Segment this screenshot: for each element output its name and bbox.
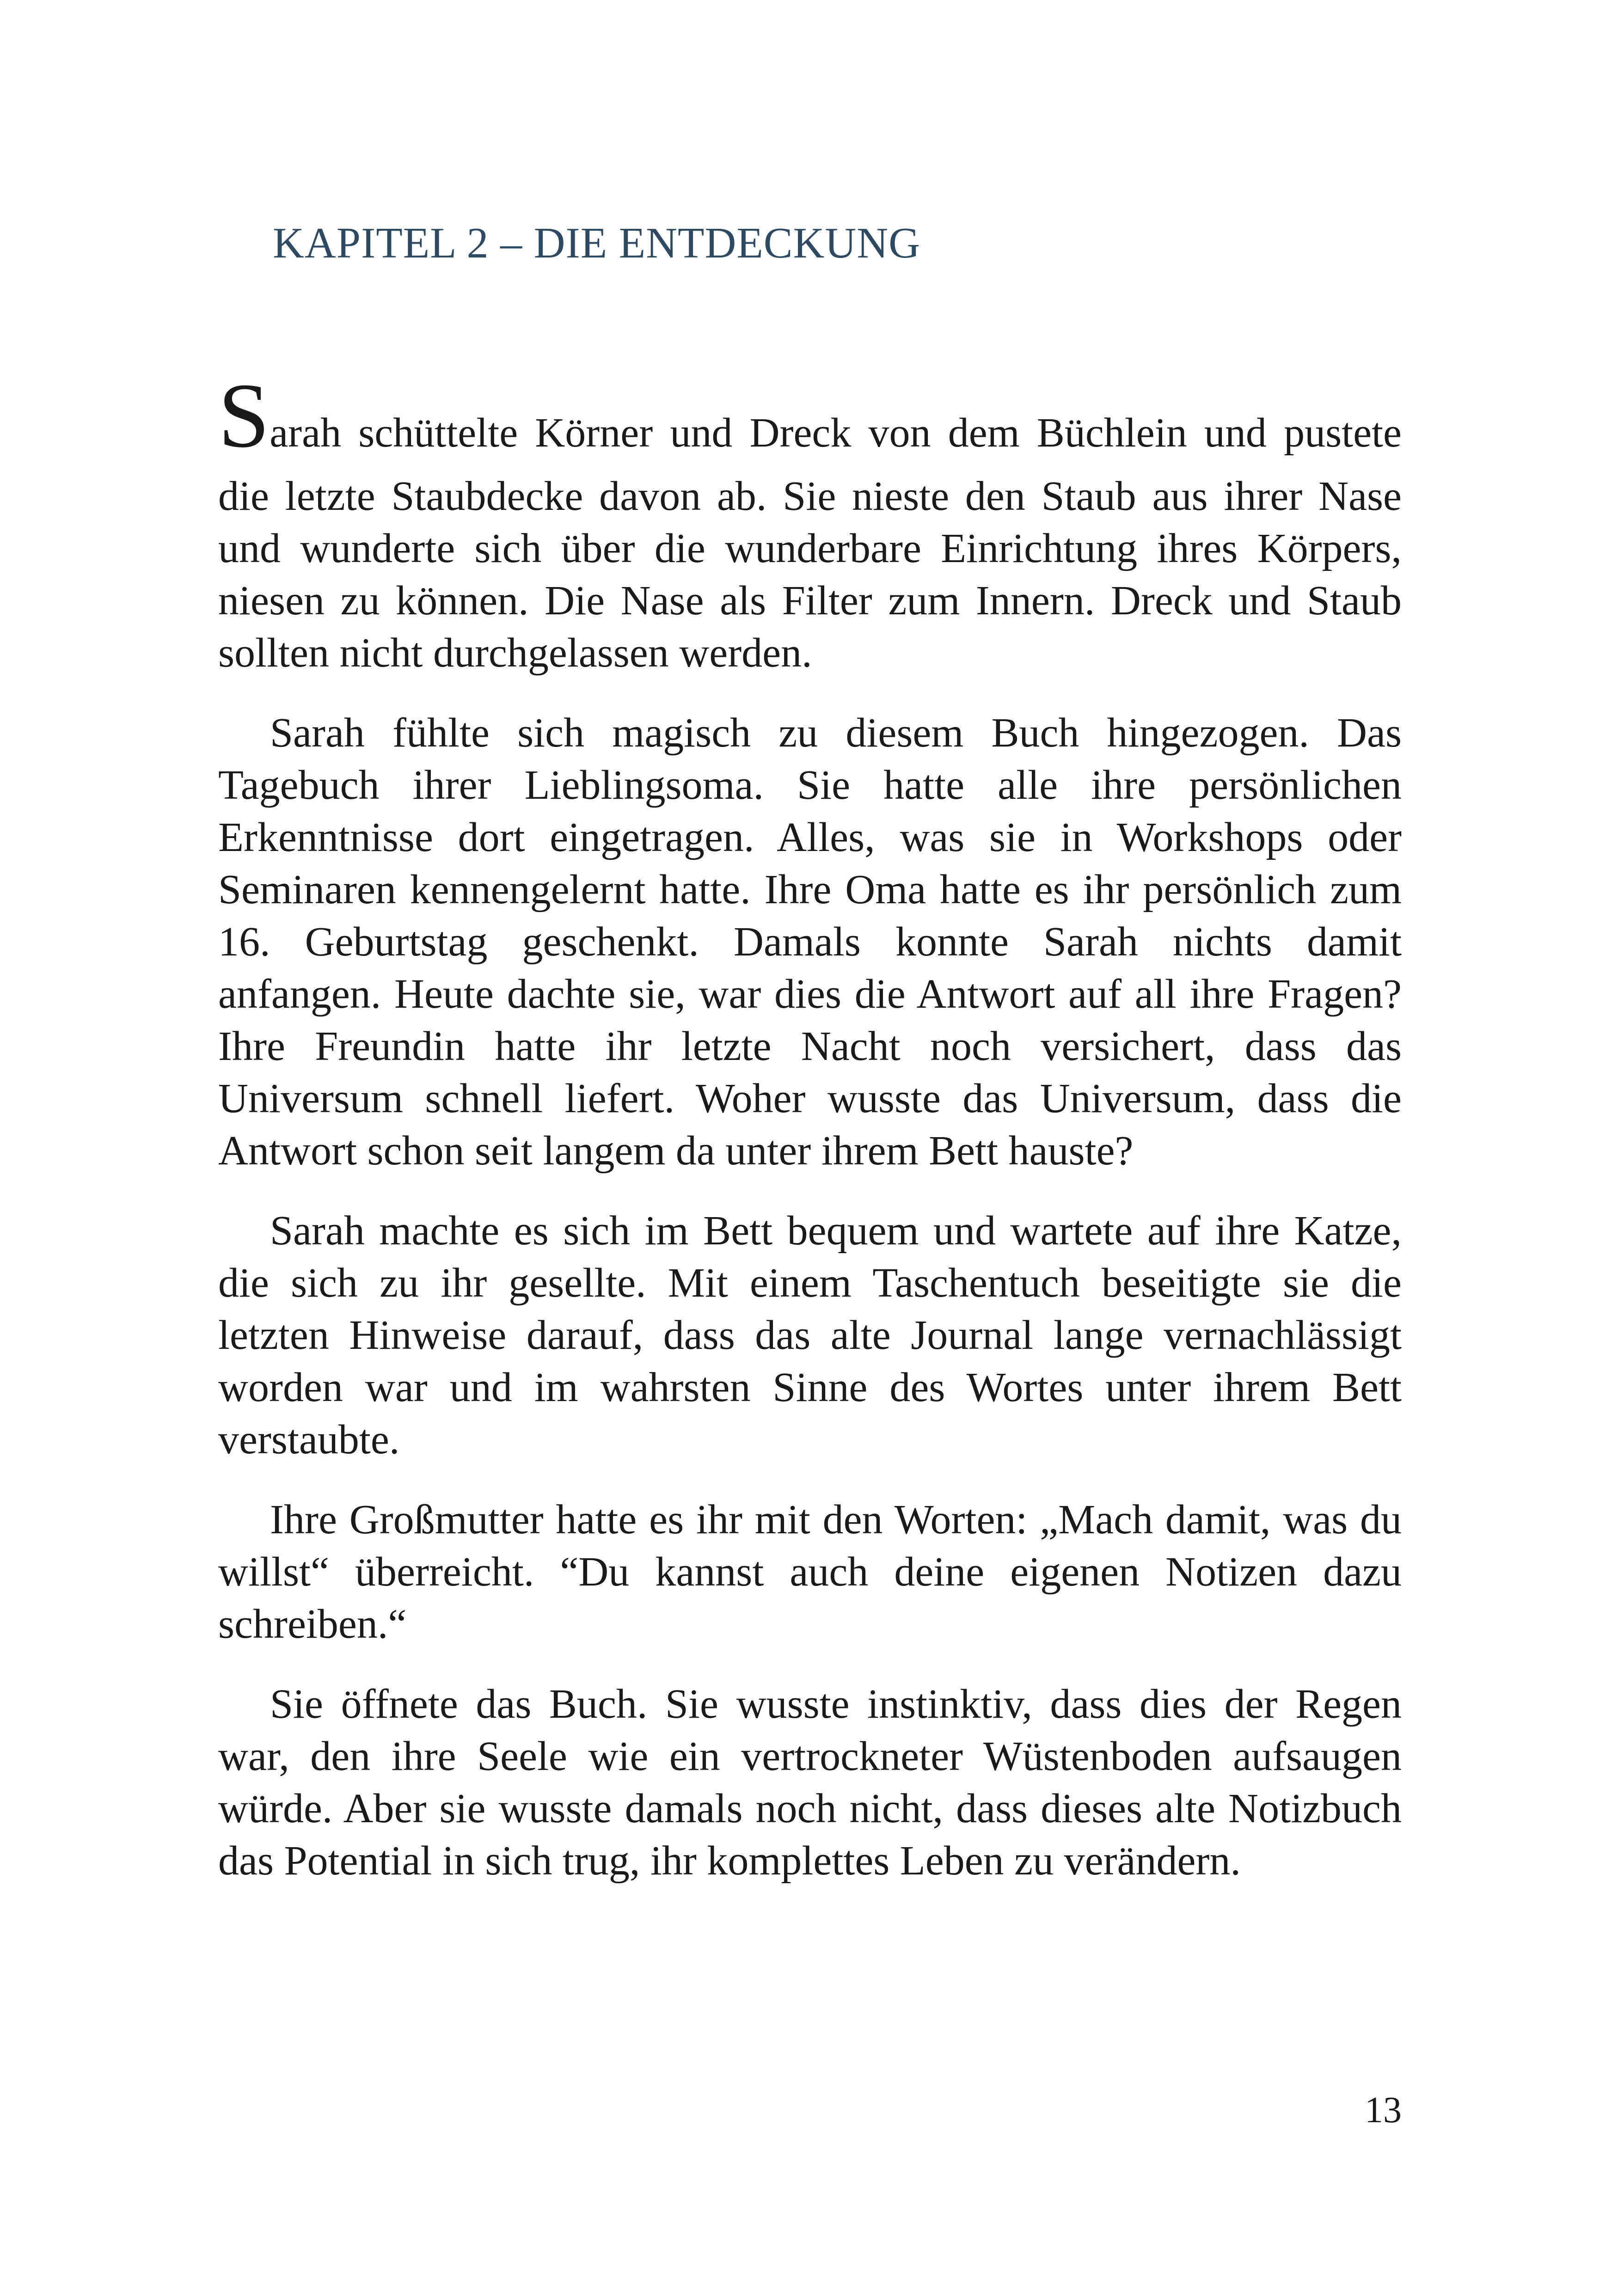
chapter-body <box>218 365 1402 1915</box>
paragraph-1-text: arah schüttelte Körner und Dreck von dem Büchlein und pustete die letzte Staubdecke davon ab. Sie nieste den Staub aus ihrer Nase und wunderte sich über die wunderbare Einrichtung ihres Körpers, niesen zu können. Die Nase als Filter zum Innern. Dreck und Staub sollten nicht durchgelassen werden. <box>218 410 1402 676</box>
paragraph-4: Ihre Großmutter hatte es ihr mit den Worten: „Mach damit, was du willst“ überreicht. “Du kannst auch deine eigenen Notizen dazu schreiben.“ <box>218 1497 1402 1647</box>
drop-cap: S <box>218 365 270 467</box>
page-number: 13 <box>1365 2090 1402 2131</box>
chapter-title: KAPITEL 2 – DIE ENTDECKUNG <box>273 219 920 267</box>
paragraph-2: Sarah fühlte sich magisch zu diesem Buch hingezogen. Das Tagebuch ihrer Lieblingsoma. Sie hatte alle ihre persönlichen Erkenntnisse dort eingetragen. Alles, was sie in Workshops oder Seminaren kennengelernt hatte. Ihre Oma hatte es ihr persönlich zum 16. Geburtstag geschenkt. Damals konnte Sarah nichts damit anfangen. Heute dachte sie, war dies die Antwort auf all ihre Fragen? Ihre Freundin hatte ihr letzte Nacht noch versichert, dass das Universum schnell liefert. Woher wusste das Universum, dass die Antwort schon seit langem da unter ihrem Bett hauste? <box>218 710 1402 1174</box>
paragraph-1 <box>218 365 1402 679</box>
paragraph-3: Sarah machte es sich im Bett bequem und wartete auf ihre Katze, die sich zu ihr gesellte. Mit einem Taschentuch beseitigte sie die letzten Hinweise darauf, dass das alte Journal lange vernachlässigt worden war und im wahrsten Sinne des Wortes unter ihrem Bett verstaubte. <box>218 1208 1402 1463</box>
paragraph-5: Sie öffnete das Buch. Sie wusste instinktiv, dass dies der Regen war, den ihre Seele wie ein vertrockneter Wüstenboden aufsaugen würde. Aber sie wusste damals noch nicht, dass dieses alte Notizbuch das Potential in sich trug, ihr komplettes Leben zu verändern. <box>218 1681 1402 1884</box>
